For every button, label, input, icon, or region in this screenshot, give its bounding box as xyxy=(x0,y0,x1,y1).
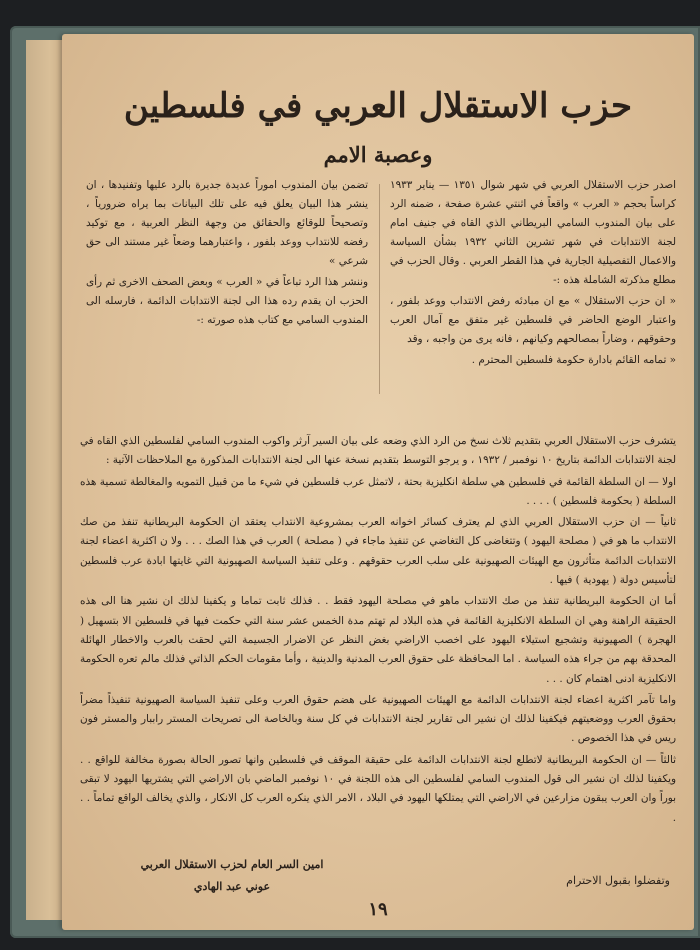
paragraph: « تمامه القائم بادارة حكومة فلسطين المحترم . xyxy=(471,354,676,366)
paragraph: تضمن بيان المندوب اموراً عديدة جديرة بالرد عليها وتفنيدها ، ان ينشر هذا البيان يعلق فيه على تلك البيانات بما يراه ضرورياً ، وتصحيحاً للوقائع والحقائق من وجهة النظر العربية ، مع توكيد رفضه للانتداب ووعد بلفور ، واعتبارهما وضعاً غير مستند الى حق شرعي » xyxy=(86,179,368,267)
paragraph: يتشرف حزب الاستقلال العربي بتقديم ثلاث نسخ من الرد الذي وضعه على بيان السير آرثر واكوب المندوب السامي لفلسطين الذي القاه في لجنة الانتدابات الدائمة بتاريخ ١٠ نوفمبر / ١٩٣٢ ، و يرجو التوسط بتقديم نسخة عنها الى لجنة الانتدابات المذكورة مع الملاحظات الآتية : xyxy=(80,435,676,467)
page-number: ١٩ xyxy=(368,899,388,920)
paragraph: وننشر هذا الرد تباعاً في « العرب » وبعض الصحف الاخرى ثم رأى الحزب ان يقدم رده هذا الى لجنة الانتدابات الدائمة ، فارسله الى المندوب السامي مع كتاب هذه صورته :- xyxy=(86,276,368,326)
column-divider xyxy=(379,184,380,394)
document-page xyxy=(62,34,694,930)
signature-name: عوني عبد الهادي xyxy=(193,880,271,893)
paragraph: ثانياً — ان حزب الاستقلال العربي الذي لم يعترف كسائر اخوانه العرب بمشروعية الانتداب يعتقد ان الحكومة البريطانية تنفذ من صك الانتداب ما هو في ( مصلحة اليهود ) وتتغاضى كل التغاضي عن تنفيذ ماجاء في ( مصلحة ) العرب في هذا الصك . . . ولا ن اكثرية اعضاء لجنة الانتدابات الدائمة متأثرون مع الهيئات الصهيونية على سلب العرب حقوقهم . وعلى تنفيذ السياسة الصهيونية التي غايتها ابادة عرب فلسطين لتأسيس دولة ( يهودية ) فيها . xyxy=(80,516,676,587)
signature-block xyxy=(122,854,342,898)
paragraph: اصدر حزب الاستقلال العربي في شهر شوال ١٣٥١ — يناير ١٩٣٣ كراساً بحجم « العرب » واقعاً في اثنتي عشرة صفحة ، ضمنه الرد على بيان المندوب السامي البريطاني الذي القاه في جنيف امام لجنة الانتدابات في شهر تشرين الثاني ١٩٣٢ بشأن السياسة والاعمال التفصيلية الجارية في هذا القطر العربي . وقال الحزب في مطلع مذكرته الشاملة هذه :- xyxy=(390,179,676,286)
paragraph: واما تآمر اكثرية اعضاء لجنة الانتدابات الدائمة مع الهيئات الصهيونية على هضم حقوق العرب وعلى تنفيذ السياسة الصهيونية تنفيذاً مضراً بحقوق العرب ووضعيتهم فيكفينا لذلك ان نشير الى تقارير لجنة الانتدابات في كل سنة وبالخاصة الى تصريحات المستر راببار والمستر فون ريس في هذا الخصوص . xyxy=(80,693,676,745)
paragraph: ثالثاً — ان الحكومة البريطانية لاتطلع لجنة الانتدابات الدائمة على حقيقة الموقف في فلسطين وانها تصور الحالة بصورة مخالفة للواقع . . ويكفينا لذلك ان نشير الى قول المندوب السامي لفلسطين الى هذه اللجنة في ١٠ نوفمبر الماضي بان الاراضي التي يشتريها اليهود لا تبقى بوراً وان العرب يبقون مزارعين في الاراضي التي يمتلكها اليهود في البلاد ، الامر الذي ينكره العرب كل الانكار ، والذي يخالف الواقع تماماً . . . xyxy=(80,753,676,824)
page-edges xyxy=(26,40,66,920)
left-column xyxy=(86,176,368,396)
right-column xyxy=(390,176,676,420)
signature-title: امين السر العام لحزب الاستقلال العربي xyxy=(140,858,324,871)
closing-line: وتفضلوا بقبول الاحترام xyxy=(566,874,670,887)
paragraph: اولا — ان السلطة القائمة في فلسطين هي سلطة انكليزية بحتة ، لاتمثل عرب فلسطين في شيء ما من قبيل التمويه والمغالطة تسمية هذه السلطة ( بحكومة فلسطين ) . . . . xyxy=(80,475,676,507)
headline: حزب الاستقلال العربي في فلسطين xyxy=(123,86,633,126)
paragraph: « ان حزب الاستقلال » مع ان مبادئه رفض الانتداب ووعد بلفور ، واعتبار الوضع الحاضر في فلسطين غير متفق مع آمال العرب وحقوقهم ، وضاراً بمصالحهم وكيانهم ، فانه يرى من واجبه ، وقد xyxy=(390,295,676,345)
paragraph: أما ان الحكومة البريطانية تنفذ من صك الانتداب ماهو في مصلحة اليهود فقط . . فذلك ثابت تماما و يكفينا لذلك ان نشير هنا الى هذه الحقيقة الراهنة وهي ان السلطة الانكليزية القائمة في هذه البلاد لم تهتم مدة الخمس عشر سنة التي حكمت فيها في فلسطين الا بتسهيل ( الهجرة ) الصهيونية وتشجيع استيلاء اليهود على اخصب الاراضي بغض النظر عن الاضرار الجسيمة التي لحقت بالعرب والاخطار الهائلة المحدقة بهم من جراء هذه السياسة . اما المحافظة على حقوق العرب المدنية والدينية ، وأما مقومات الحكم الذاتي فذلك مالم تعره الحكومة الانكليزية ادنى اهتمام كان . . . xyxy=(80,595,676,685)
body-text xyxy=(80,432,676,824)
page-content xyxy=(62,34,694,930)
subheadline: وعصبة الامم xyxy=(323,142,433,167)
